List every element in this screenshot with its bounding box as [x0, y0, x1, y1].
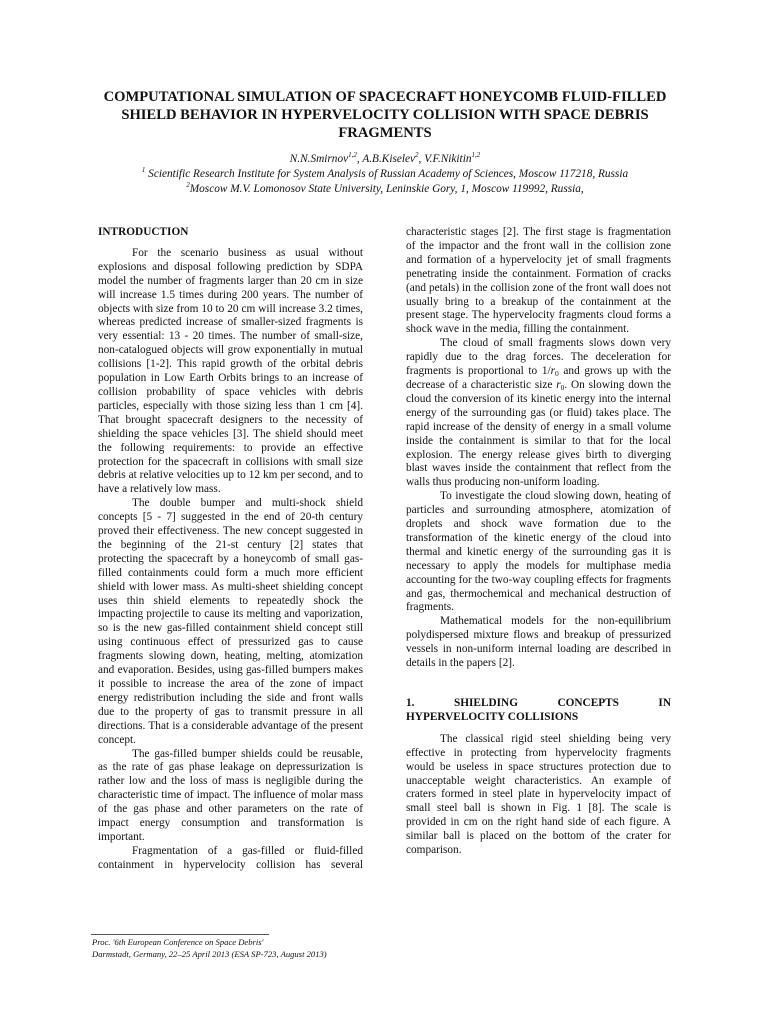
section-heading-introduction: INTRODUCTION	[98, 226, 189, 238]
variable-r: r	[550, 365, 556, 378]
author-block	[60, 152, 710, 197]
variable-r: r	[556, 378, 561, 391]
affiliation-mark: 2	[186, 181, 190, 189]
footnote	[92, 936, 432, 960]
author-separator: ,	[418, 153, 425, 165]
author-separator: ,	[356, 153, 363, 165]
author-name: N.N.Smirnov	[289, 153, 349, 165]
paragraph: To investigate the cloud slowing down, heating of particles and surrounding atmosphere, atomization of droplets and shock wave formation due to the transformation of the kinetic energy of the cloud into thermal and kinetic energy of the surrounding gas it is necessary to apply the models for multiphase media accounting for the two-way coupling effects for fragments and gas, thermochemical and mechanical destruction of fragments.	[406, 490, 671, 614]
author-affiliation-mark: 2	[415, 151, 419, 159]
variable-subscript: 0	[555, 369, 559, 379]
author-affiliation-mark: 1,2	[471, 151, 481, 159]
affiliation-line	[60, 167, 710, 182]
paragraph: The gas-filled bumper shields could be reusable, as the rate of gas phase leakage on depressurization is rather low and the loss of mass is negligible during the characteristic time of impact. The influence of molar mass of the gas phase and other parameters on the rate of impact energy consumption and transformation is important.	[98, 747, 363, 843]
section-spacer	[406, 671, 671, 697]
paper-title: COMPUTATIONAL SIMULATION OF SPACECRAFT HONEYCOMB FLUID-FILLED SHIELD BEHAVIOR IN HYPERVELOCITY COLLISION WITH SPACE DEBRIS FRAGMENTS	[103, 89, 667, 141]
paragraph: For the scenario business as usual without explosions and disposal following prediction by SDPA model the number of fragments larger than 20 cm in size will increase 1.5 times during 200 years. The number of objects with size from 10 to 20 cm will increase 3.2 times, whereas predicted increase of smaller-sized fragments is very essential: 13 - 20 times. The number of small-size, non-catalogued objects will grow exponentially in mutual collisions [1-2]. This rapid growth of the orbital debris population in Low Earth Orbits brings to an increase of collision probability of space vehicles with debris particles, especially with those sizing less than 1 cm [4]. That brought spacecraft designers to the necessity of shielding the space vehicles [3]. The shield should meet the following requirements: to provide an effective protection for the spacecraft in collisions with small size debris at relative velocities up to 12 km per second, and to have a relatively low mass.	[98, 246, 363, 496]
author-name: V.F.Nikitin	[424, 153, 472, 165]
paragraph-text: and grows up with the decrease of a characteristic size	[406, 365, 672, 391]
footnote-line: Darmstadt, Germany, 22–25 April 2013 (ESA SP-723, August 2013)	[92, 949, 327, 959]
affiliation-text: Moscow M.V. Lomonosov State University, Leninskie Gory, 1, Moscow 119992, Russia,	[189, 183, 584, 195]
section-heading-1-cont: HYPERVELOCITY COLLISIONS	[406, 710, 579, 723]
paragraph-text: The cloud of small fragments slows down very rapidly due to the drag forces. The deceleration for fragments is proportional to 1/	[406, 337, 671, 378]
paragraph	[406, 337, 671, 490]
footnote-line: Proc. '6th European Conference on Space Debris'	[92, 937, 264, 947]
author-name: A.B.Kiselev	[362, 153, 416, 165]
paragraph: Fragmentation of a gas-filled or fluid-filled containment in hypervelocity collision has several	[98, 844, 363, 871]
author-line	[60, 152, 710, 167]
affiliation-text: Scientific Research Institute for System Analysis of Russian Academy of Sciences, Moscow 117218, Russia	[145, 168, 629, 180]
paragraph: The classical rigid steel shielding being very effective in protecting from hypervelocity fragments would be useless in space structures protection due to unacceptable weight characteristics. An example of craters formed in steel plate in hypervelocity impact of small steel ball is shown in Fig. 1 [8]. The scale is provided in cm on the right hand side of each figure. A similar ball is placed on the bottom of the crater for comparison.	[406, 732, 671, 857]
paragraph-continued: characteristic stages [2]. The first stage is fragmentation of the impactor and the front wall in the collision zone and formation of a hypervelocity jet of small fragments penetrating inside the containment. Formation of cracks (and petals) in the collision zone of the front wall does not usually bring to a breakup of the containment at the present stage. The hypervelocity fragments cloud forms a shock wave in the media, filling the containment.	[406, 226, 671, 336]
right-column	[406, 226, 671, 858]
paragraph: Mathematical models for the non-equilibrium polydispersed mixture flows and breakup of pressurized vessels in non-uniform internal loading are described in details in the papers [2].	[406, 615, 671, 670]
left-column	[98, 226, 363, 873]
affiliation-line	[60, 182, 710, 197]
footnote-divider	[91, 934, 269, 935]
paragraph-text: . On slowing down the cloud the conversion of its kinetic energy into the internal energy of the surrounding gas (or fluid) takes place. The rapid increase of the density of energy in a small volume inside the containment is similar to that for the local explosion. The energy release gives birth to diverging blast waves inside the containment that reflect from the walls thus producing non-uniform loading.	[406, 378, 671, 489]
variable-subscript: 0	[560, 382, 565, 392]
paragraph: The double bumper and multi-shock shield concepts [5 - 7] suggested in the end of 20-th century proved their effectiveness. The new concept suggested in the beginning of the 21-st century [2] states that protecting the spacecraft by a honeycomb of small gas-filled containments could form a much more efficient shield with lower mass. As multi-sheet shielding concept uses thin shield elements to repeatedly shock the impacting projectile to cause its melting and vaporization, so is the new gas-filled containment shield concept still using continuous effect of pressurized gas to cause fragments slowing down, heating, melting, atomization and evaporation. Besides, using gas-filled bumpers makes it possible to increase the area of the zone of impact energy redistribution including the side and front walls due to the property of gas to transmit pressure in all directions. That is a considerable advantage of the present concept.	[98, 497, 363, 746]
author-affiliation-mark: 1,2	[348, 151, 357, 159]
section-heading-1: 1. SHIELDING CONCEPTS IN	[406, 697, 671, 709]
affiliation-mark: 1	[141, 166, 146, 174]
